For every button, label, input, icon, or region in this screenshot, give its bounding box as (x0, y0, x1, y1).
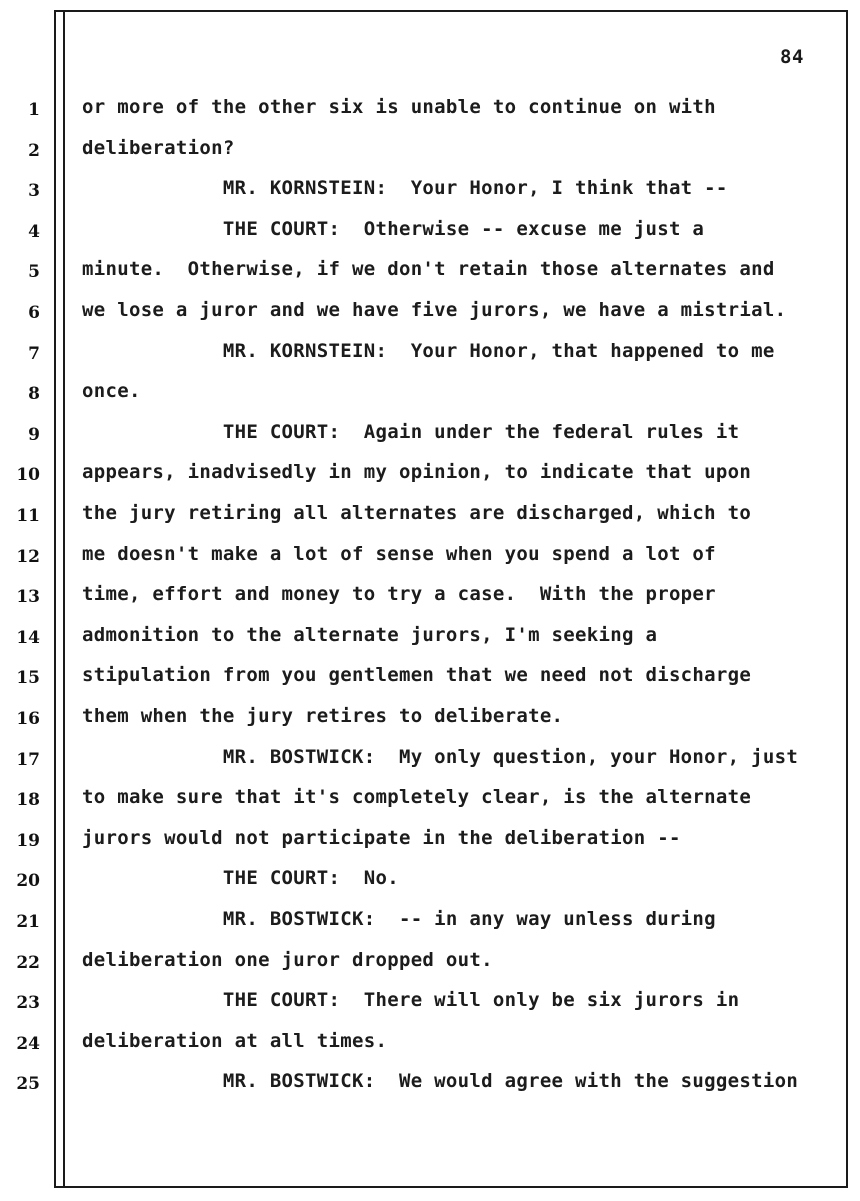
line-number: 7 (28, 343, 40, 364)
line-number: 15 (16, 668, 40, 689)
transcript-line: THE COURT: No. (82, 867, 399, 890)
line-number: 10 (16, 465, 40, 486)
line-number: 6 (28, 303, 40, 323)
transcript-line: stipulation from you gentlemen that we need not discharge (82, 664, 752, 687)
left-margin-rule (63, 10, 65, 1188)
page-number: 84 (780, 46, 804, 68)
line-number: 22 (16, 952, 40, 973)
line-number: 2 (28, 140, 40, 161)
line-number: 19 (16, 830, 40, 851)
line-number: 25 (16, 1074, 40, 1095)
transcript-line: deliberation one juror dropped out. (82, 948, 493, 971)
line-number: 12 (16, 546, 40, 567)
line-number: 14 (16, 627, 40, 648)
transcript-line: them when the jury retires to deliberate. (82, 705, 564, 727)
transcript-line: jurors would not participate in the deliberation -- (82, 826, 681, 849)
line-number: 18 (16, 790, 40, 811)
transcript-line: deliberation? (82, 136, 235, 159)
transcript-line: time, effort and money to try a case. With the proper (82, 583, 716, 606)
transcript-line: appears, inadvisedly in my opinion, to indicate that upon (82, 461, 752, 484)
line-number: 4 (28, 221, 40, 242)
transcript-line: MR. BOSTWICK: My only question, your Honor, just (82, 745, 799, 768)
transcript-line: MR. BOSTWICK: -- in any way unless during (82, 908, 716, 930)
transcript-line: admonition to the alternate jurors, I'm seeking a (82, 623, 658, 646)
transcript-line: THE COURT: Again under the federal rules it (82, 420, 740, 443)
transcript-line: MR. KORNSTEIN: Your Honor, that happened to me (82, 339, 775, 362)
transcript-line: THE COURT: Otherwise -- excuse me just a (82, 217, 705, 240)
line-number: 8 (28, 384, 40, 405)
transcript-line: MR. BOSTWICK: We would agree with the suggestion (82, 1070, 799, 1093)
transcript-line: we lose a juror and we have five jurors, we have a mistrial. (82, 299, 787, 321)
line-number: 9 (28, 424, 40, 445)
line-number: 20 (16, 871, 40, 892)
line-number: 21 (16, 912, 40, 932)
line-number: 16 (16, 709, 40, 729)
line-number: 17 (16, 749, 40, 770)
line-number: 5 (28, 262, 40, 283)
transcript-line: me doesn't make a lot of sense when you spend a lot of (82, 542, 716, 565)
transcript-line: deliberation at all times. (82, 1029, 388, 1052)
line-number: 24 (16, 1033, 40, 1054)
transcript-line: minute. Otherwise, if we don't retain those alternates and (82, 258, 775, 281)
transcript-line: THE COURT: There will only be six jurors in (82, 989, 740, 1012)
transcript-line: or more of the other six is unable to continue on with (82, 96, 716, 118)
transcript-line: to make sure that it's completely clear, is the alternate (82, 786, 752, 809)
transcript-line: the jury retiring all alternates are discharged, which to (82, 502, 752, 524)
line-number: 3 (28, 181, 40, 202)
transcript-line: once. (82, 380, 141, 403)
line-number: 13 (16, 587, 40, 608)
line-number: 23 (16, 993, 40, 1014)
line-number: 11 (16, 506, 40, 526)
line-number: 1 (28, 100, 40, 120)
transcript-line: MR. KORNSTEIN: Your Honor, I think that -- (82, 177, 728, 200)
